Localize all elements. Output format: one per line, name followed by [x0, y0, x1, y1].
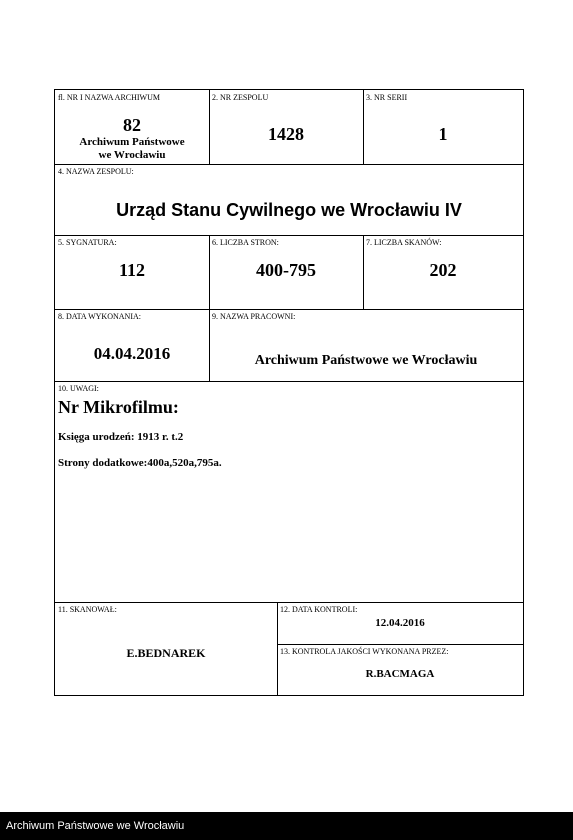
- fonds-number-label: 2. NR ZESPOLU: [212, 93, 269, 102]
- series-number-value: 1: [438, 124, 448, 144]
- notes-line1: Księga urodzeń: 1913 r. t.2: [58, 431, 184, 443]
- scanned-by-cell: [55, 602, 277, 696]
- workshop-value: Archiwum Państwowe we Wrocławiu: [254, 353, 478, 368]
- date-done-cell: [55, 309, 209, 381]
- page-count-cell: [209, 235, 363, 309]
- archive-cell: [55, 90, 209, 164]
- workshop-cell: [209, 309, 523, 381]
- notes-title: Nr Mikrofilmu:: [58, 397, 179, 417]
- archive-name-line2: we Wrocławiu: [98, 149, 166, 161]
- signature-label: 5. SYGNATURA:: [58, 238, 117, 247]
- notes-line2: Strony dodatkowe:400a,520a,795a.: [58, 457, 222, 469]
- archive-metadata-card: [54, 89, 524, 696]
- scan-count-cell: [363, 235, 523, 309]
- control-date-label: 12. DATA KONTROLI:: [280, 605, 358, 614]
- footer-text: Archiwum Państwowe we Wrocławiu: [6, 820, 185, 832]
- quality-control-cell: [277, 644, 523, 696]
- series-number-cell: [363, 90, 523, 164]
- archive-name-line1: Archiwum Państwowe: [79, 136, 185, 148]
- fonds-name-label: 4. NAZWA ZESPOLU:: [58, 167, 134, 176]
- control-date-value: 12.04.2016: [375, 617, 425, 629]
- fonds-number-cell: [209, 90, 363, 164]
- control-date-cell: [277, 602, 523, 644]
- quality-control-label: 13. KONTROLA JAKOŚCI WYKONANA PRZEZ:: [280, 647, 449, 656]
- fonds-name-cell: [55, 164, 523, 235]
- scan-count-label: 7. LICZBA SKANÓW:: [366, 238, 442, 247]
- scanned-by-value: E.BEDNAREK: [126, 646, 206, 660]
- footer-bar: [0, 812, 573, 840]
- notes-cell: [55, 381, 523, 602]
- page-count-value: 400-795: [256, 260, 316, 280]
- archive-label: fl. NR I NAZWA ARCHIWUM: [58, 93, 160, 102]
- notes-label: 10. UWAGI:: [58, 384, 99, 393]
- fonds-name-value: Urząd Stanu Cywilnego we Wrocławiu IV: [116, 200, 462, 220]
- archive-number: 82: [123, 115, 141, 135]
- scanned-by-label: 11. SKANOWAŁ:: [58, 605, 117, 614]
- series-number-label: 3. NR SERII: [366, 93, 408, 102]
- date-done-value: 04.04.2016: [93, 344, 171, 363]
- signature-cell: [55, 235, 209, 309]
- scan-count-value: 202: [429, 260, 457, 280]
- fonds-number-value: 1428: [268, 124, 304, 144]
- signature-value: 112: [118, 260, 145, 280]
- date-done-label: 8. DATA WYKONANIA:: [58, 312, 141, 321]
- page-count-label: 6. LICZBA STRON:: [212, 238, 279, 247]
- workshop-label: 9. NAZWA PRACOWNI:: [212, 312, 296, 321]
- quality-control-value: R.BACMAGA: [365, 668, 435, 680]
